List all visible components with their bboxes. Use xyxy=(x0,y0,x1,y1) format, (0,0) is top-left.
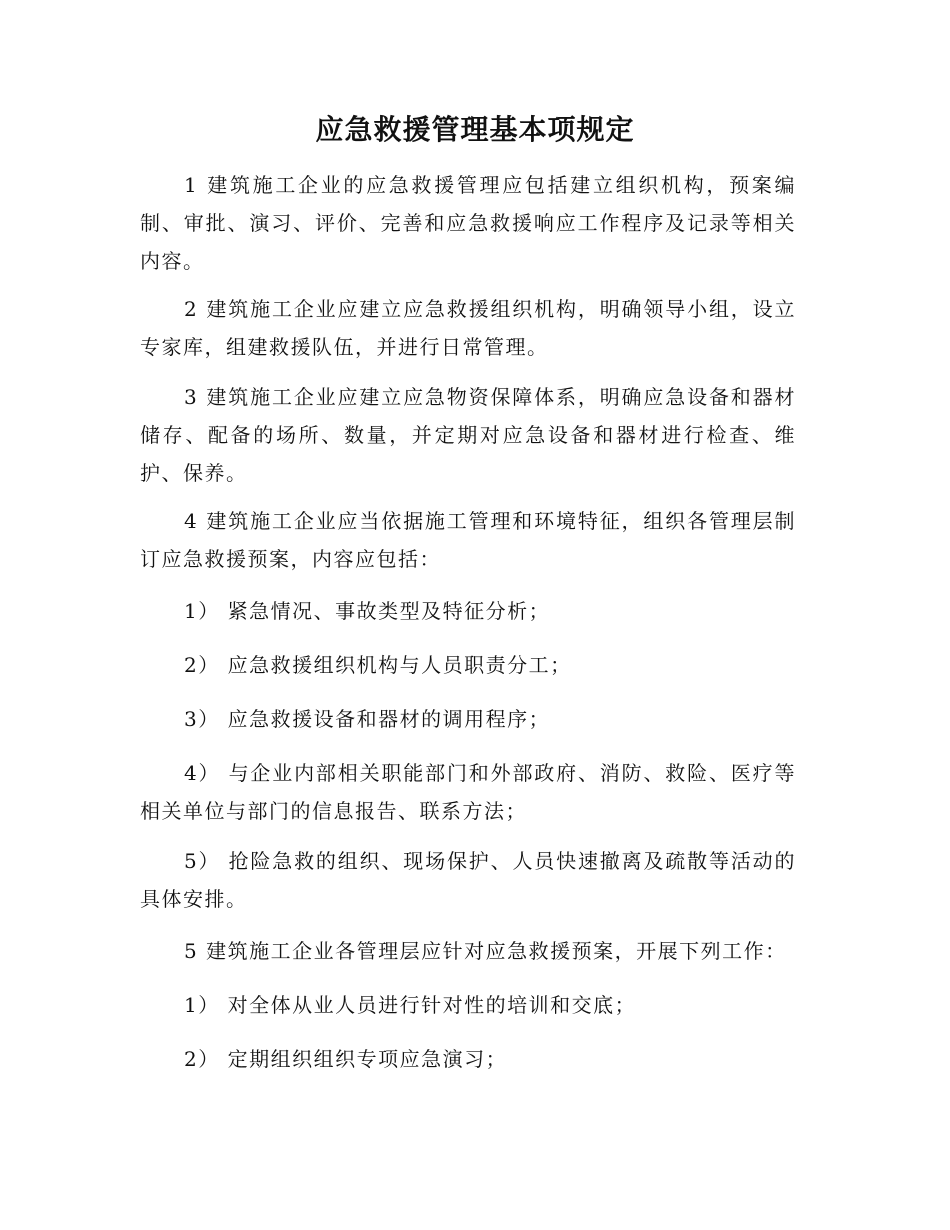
list-item-4-4: 4） 与企业内部相关职能部门和外部政府、消防、救险、医疗等相关单位与部门的信息报告、联系方法； xyxy=(140,761,796,823)
paragraph-3: 3 建筑施工企业应建立应急物资保障体系，明确应急设备和器材储存、配备的场所、数量，并定期对应急设备和器材进行检查、维护、保养。 xyxy=(140,385,796,485)
list-item-4-5: 5） 抢险急救的组织、现场保护、人员快速撤离及疏散等活动的具体安排。 xyxy=(140,849,796,911)
list-item-4-2: 2） 应急救援组织机构与人员职责分工； xyxy=(184,653,572,677)
list-item-5-2: 2） 定期组织组织专项应急演习； xyxy=(184,1047,508,1071)
list-item-4-3: 3） 应急救援设备和器材的调用程序； xyxy=(184,707,551,731)
list-item-5-1: 1） 对全体从业人员进行针对性的培训和交底； xyxy=(184,993,637,1017)
list-item-4-1: 1） 紧急情况、事故类型及特征分析； xyxy=(184,599,551,623)
paragraph-2: 2 建筑施工企业应建立应急救援组织机构，明确领导小组，设立专家库，组建救援队伍，并进行日常管理。 xyxy=(140,297,796,359)
paragraph-5: 5 建筑施工企业各管理层应针对应急救援预案，开展下列工作： xyxy=(184,939,787,963)
document-title: 应急救援管理基本项规定 xyxy=(315,113,635,146)
paragraph-4: 4 建筑施工企业应当依据施工管理和环境特征，组织各管理层制订应急救援预案，内容应包括： xyxy=(140,509,796,571)
paragraph-1: 1 建筑施工企业的应急救援管理应包括建立组织机构，预案编制、审批、演习、评价、完善和应急救援响应工作程序及记录等相关内容。 xyxy=(140,173,796,273)
